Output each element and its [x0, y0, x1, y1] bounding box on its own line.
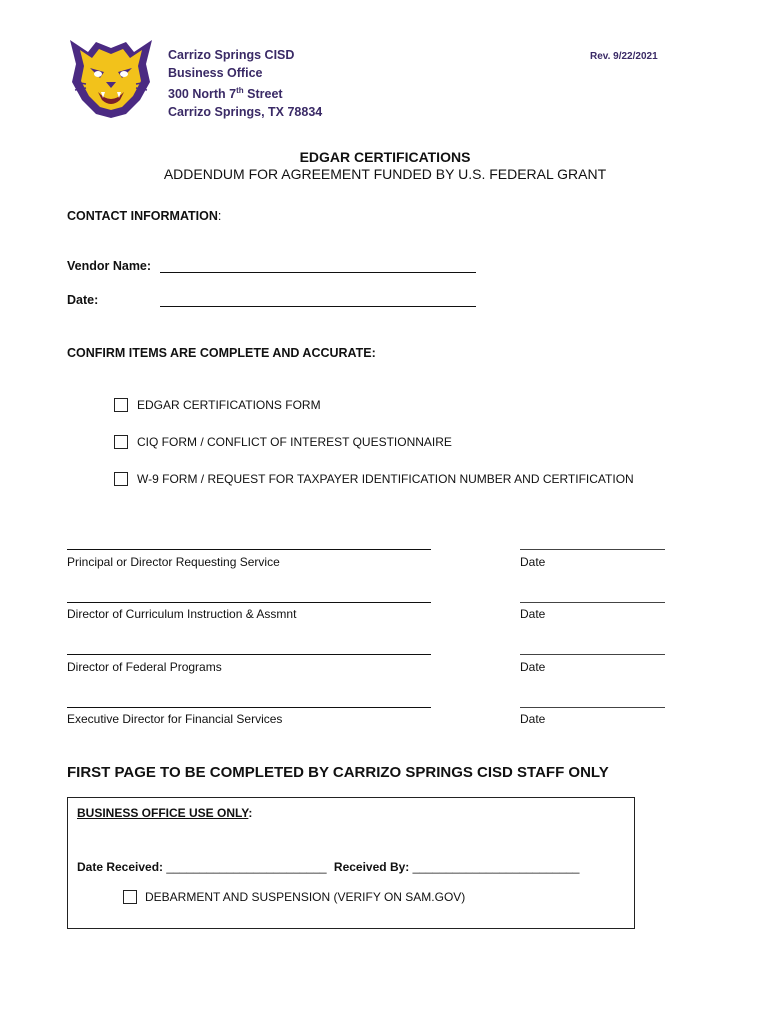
revision-date: Rev. 9/22/2021 [590, 51, 658, 62]
date-line-financial[interactable] [520, 707, 665, 708]
signature-role-financial: Executive Director for Financial Services [67, 712, 283, 726]
date-field[interactable] [160, 306, 476, 307]
received-by-field[interactable]: _________________________ [412, 860, 580, 874]
debarment-label: DEBARMENT AND SUSPENSION (VERIFY ON SAM.GOV) [145, 890, 466, 904]
signature-date-label-financial: Date [520, 712, 546, 726]
ciq-form-checkbox[interactable] [114, 435, 128, 449]
vendor-name-field[interactable] [160, 272, 476, 273]
signature-line-financial[interactable] [67, 707, 431, 708]
signature-role-federal-programs: Director of Federal Programs [67, 660, 222, 674]
date-received-label: Date Received: [77, 860, 164, 874]
street-superscript: th [236, 86, 244, 95]
signature-line-federal-programs[interactable] [67, 654, 431, 655]
contact-heading: CONTACT INFORMATION: [67, 209, 222, 223]
w9-form-checkbox[interactable] [114, 472, 128, 486]
confirm-heading: CONFIRM ITEMS ARE COMPLETE AND ACCURATE: [67, 346, 376, 360]
form-subtitle: ADDENDUM FOR AGREEMENT FUNDED BY U.S. FEDERAL GRANT [163, 166, 607, 182]
signature-role-principal: Principal or Director Requesting Service [67, 555, 280, 569]
signature-date-label-federal-programs: Date [520, 660, 546, 674]
signature-date-label-principal: Date [520, 555, 546, 569]
org-name: Carrizo Springs CISD [168, 48, 295, 62]
form-title: EDGAR CERTIFICATIONS [299, 149, 471, 165]
org-address-block [168, 47, 322, 121]
signature-role-curriculum: Director of Curriculum Instruction & Assmnt [67, 607, 297, 621]
vendor-name-label: Vendor Name: [67, 259, 152, 273]
date-line-principal[interactable] [520, 549, 665, 550]
org-department: Business Office [168, 65, 263, 80]
wildcat-mascot-icon [66, 34, 156, 118]
signature-line-curriculum[interactable] [67, 602, 431, 603]
debarment-checkbox[interactable] [123, 890, 137, 904]
date-label: Date: [67, 293, 99, 307]
signature-date-label-curriculum: Date [520, 607, 546, 621]
signature-line-principal[interactable] [67, 549, 431, 550]
staff-only-heading: FIRST PAGE TO BE COMPLETED BY CARRIZO SPRINGS CISD STAFF ONLY [67, 764, 609, 781]
edgar-form-checkbox[interactable] [114, 398, 128, 412]
received-row [77, 860, 579, 874]
edgar-form-label: EDGAR CERTIFICATIONS FORM [137, 398, 321, 412]
date-line-federal-programs[interactable] [520, 654, 665, 655]
w9-form-label: W-9 FORM / REQUEST FOR TAXPAYER IDENTIFICATION NUMBER AND CERTIFICATION [137, 472, 634, 486]
business-office-heading: BUSINESS OFFICE USE ONLY: [77, 806, 253, 820]
org-street: 300 North 7th Street [168, 86, 283, 102]
date-received-field[interactable]: ________________________ [166, 860, 327, 874]
received-by-label: Received By: [333, 860, 410, 874]
org-city: Carrizo Springs, TX 78834 [168, 104, 323, 119]
ciq-form-label: CIQ FORM / CONFLICT OF INTEREST QUESTIONNAIRE [137, 435, 452, 449]
date-line-curriculum[interactable] [520, 602, 665, 603]
